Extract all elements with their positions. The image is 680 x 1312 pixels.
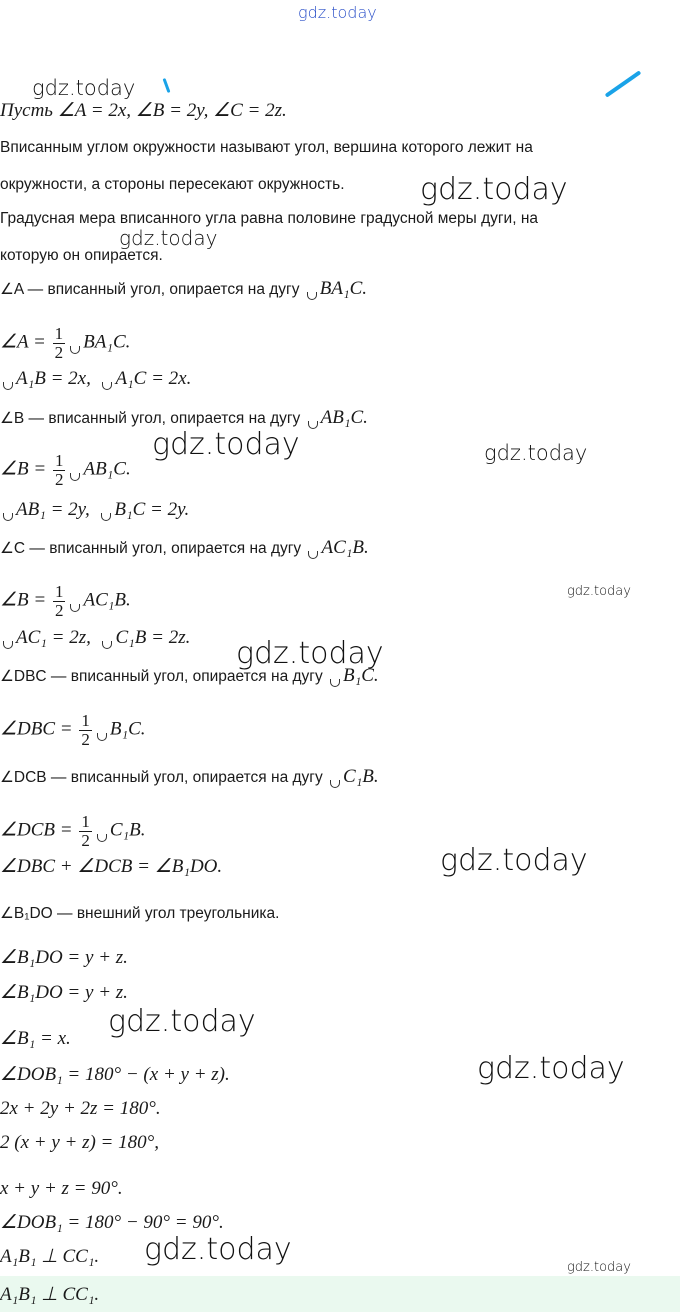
line-1: Пусть ∠A = 2x, ∠B = 2y, ∠C = 2z. [0, 100, 287, 121]
arc-icon [2, 380, 14, 390]
fraction-one-half: $\frac{1}{2}$ [54, 324, 64, 362]
answer-line: A₁B₁ ⊥ CC₁. [0, 1284, 100, 1305]
blue-stroke-icon [605, 70, 642, 97]
definition-text: окружности, а стороны пересекают окружность. [0, 176, 345, 193]
arc-icon [329, 778, 341, 788]
arc-icon [101, 639, 113, 649]
line-25: 2x + 2y + 2z = 180°. [0, 1098, 161, 1119]
watermark: gdz.today [440, 843, 588, 878]
line-11: AB₁ = 2y, B₁C = 2y. [0, 500, 189, 521]
arc-icon [2, 639, 14, 649]
arc-icon [329, 677, 341, 687]
arc-icon [96, 832, 108, 842]
watermark: gdz.today [484, 441, 588, 465]
line-20: ∠B₁DO — внешний угол треугольника. [0, 905, 280, 922]
theorem-text: Градусная мера вписанного угла равна половине градусной меры дуги, на [0, 210, 539, 227]
arc-icon [100, 511, 112, 521]
arc-icon [96, 731, 108, 741]
watermark: gdz.today [144, 1232, 292, 1267]
fraction-one-half: $\frac{1}{2}$ [54, 451, 64, 489]
watermark: gdz.today [477, 1051, 625, 1086]
watermark: gdz.today [567, 1260, 631, 1275]
watermark: gdz.today [567, 584, 631, 599]
line-18: ∠DCB = $\frac{1}{2}$ C₁B. [0, 812, 146, 850]
arc-icon [69, 602, 81, 612]
watermark: gdz.today [119, 226, 218, 250]
line-26: 2 (x + y + z) = 180°, [0, 1132, 159, 1153]
line-29: A₁B₁ ⊥ CC₁. [0, 1246, 100, 1267]
arc-icon [69, 471, 81, 481]
line-12: ∠C — вписанный угол, опирается на дугу AC₁B. [0, 537, 369, 558]
line-24: ∠DOB₁ = 180° − (x + y + z). [0, 1064, 230, 1085]
line-21: ∠B₁DO = y + z. [0, 947, 128, 968]
line-16: ∠DBC = $\frac{1}{2}$ B₁C. [0, 711, 146, 749]
line-28: ∠DOB₁ = 180° − 90° = 90°. [0, 1212, 224, 1233]
watermark: gdz.today [152, 427, 300, 462]
line-8: A₁B = 2x, A₁C = 2x. [0, 369, 191, 390]
line-9: ∠B — вписанный угол, опирается на дугу AB₁C. [0, 407, 368, 428]
line-13: ∠B = $\frac{1}{2}$ AC₁B. [0, 582, 131, 620]
watermark: gdz.today [236, 636, 384, 671]
line-10: ∠B = $\frac{1}{2}$ AB₁C. [0, 451, 131, 489]
line-19: ∠DBC + ∠DCB = ∠B₁DO. [0, 856, 223, 877]
watermark: gdz.today [420, 172, 568, 207]
arc-icon [306, 290, 318, 300]
blue-stroke-icon [163, 78, 171, 93]
arc-icon [2, 511, 14, 521]
watermark: gdz.today [32, 76, 136, 100]
line-27: x + y + z = 90°. [0, 1178, 123, 1199]
theorem-text: которую он опирается. [0, 247, 163, 264]
arc-icon [101, 380, 113, 390]
line-6: ∠A — вписанный угол, опирается на дугу BA₁C. [0, 278, 368, 299]
line-15: ∠DBC — вписанный угол, опирается на дугу B₁C. [0, 665, 379, 686]
fraction-one-half: $\frac{1}{2}$ [81, 711, 90, 749]
arc-icon [69, 344, 81, 354]
line-17: ∠DCB — вписанный угол, опирается на дугу C₁B. [0, 766, 379, 787]
fraction-one-half: $\frac{1}{2}$ [54, 582, 64, 620]
arc-icon [307, 419, 319, 429]
arc-icon [307, 549, 319, 559]
definition-text: Вписанным углом окружности называют угол, вершина которого лежит на [0, 139, 533, 156]
watermark: gdz.today [108, 1004, 256, 1039]
fraction-one-half: $\frac{1}{2}$ [81, 812, 90, 850]
line-23: ∠B₁ = x. [0, 1028, 71, 1049]
line-22: ∠B₁DO = y + z. [0, 982, 128, 1003]
watermark: gdz.today [298, 3, 377, 22]
line-7: ∠A = $\frac{1}{2}$ BA₁C. [0, 324, 131, 362]
line-14: AC₁ = 2z, C₁B = 2z. [0, 628, 190, 649]
answer-highlight [0, 1276, 680, 1312]
